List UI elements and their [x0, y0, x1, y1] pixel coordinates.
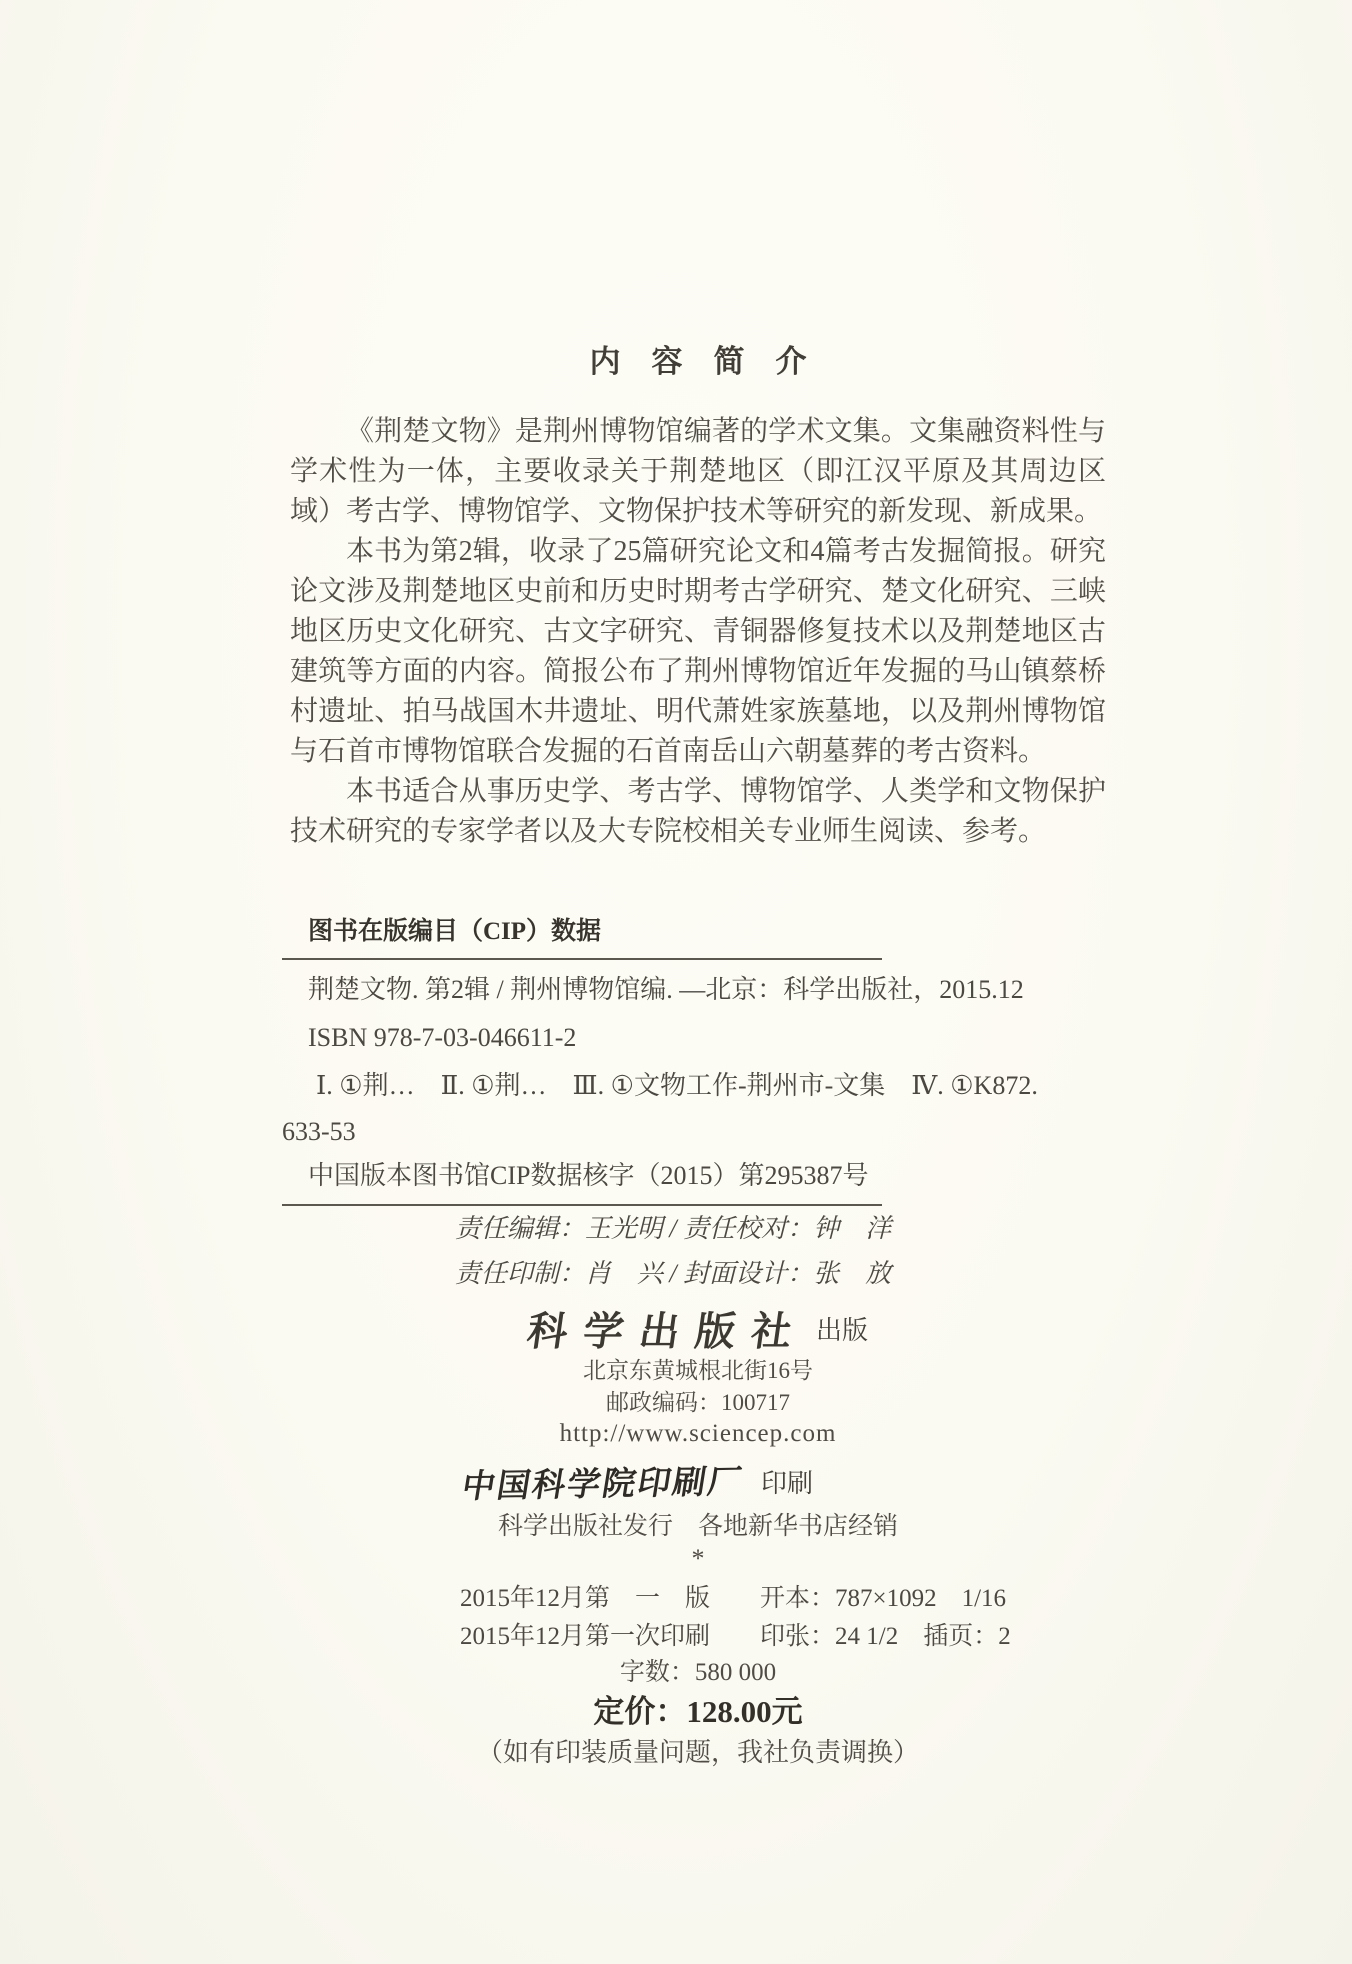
- content-summary-body: [290, 412, 1106, 852]
- summary-paragraph: 《荆楚文物》是荆州博物馆编著的学术文集。文集融资料性与学术性为一体，主要收录关于荆楚地区（即江汉平原及其周边区域）考古学、博物馆学、文物保护技术等研究的新发现、新成果。: [290, 416, 1106, 527]
- printer-name-suffix: 印刷: [760, 1469, 813, 1498]
- price-line: 定价：128.00元: [593, 1694, 803, 1729]
- credits-line-printing: 责任印制：肖 兴 / 封面设计：张 放: [454, 1259, 892, 1288]
- cip-isbn-line: ISBN 978-7-03-046611-2: [308, 1023, 577, 1052]
- cip-data-box: [282, 916, 1038, 1206]
- edition-date: 2015年12月第 一 版: [460, 1585, 711, 1612]
- printer-name-script: 中国科学院印刷厂: [459, 1464, 746, 1506]
- staff-credits: [265, 1206, 1081, 1296]
- publisher-name-suffix: 出版: [815, 1316, 868, 1345]
- cip-record-number-line: 中国版本图书馆CIP数据核字（2015）第295387号: [308, 1161, 869, 1190]
- publisher-website: http://www.sciencep.com: [559, 1420, 837, 1447]
- printing-date: 2015年12月第一次印刷: [460, 1623, 711, 1650]
- edition-format: 开本：787×1092 1/16: [760, 1585, 1007, 1612]
- summary-paragraph: 本书为第2辑，收录了25篇研究论文和4篇考古发掘简报。研究论文涉及荆楚地区史前和历史时期考古学研究、楚文化研究、三峡地区历史文化研究、古文字研究、青铜器修复技术以及荆楚地区古建筑等方面的内容。简报公布了荆州博物馆近年发掘的马山镇蔡桥村遗址、拍马战国木井遗址、明代萧姓家族墓地，以及荆州博物馆与石首市博物馆联合发掘的石首南岳山六朝墓葬的考古资料。: [290, 536, 1106, 767]
- publisher-name-line: [290, 1300, 1106, 1357]
- cip-title-line: 荆楚文物. 第2辑 / 荆州博物馆编. —北京：科学出版社，2015.12: [308, 975, 1024, 1004]
- cip-classification-line: Ⅰ. ①荆… Ⅱ. ①荆… Ⅲ. ①文物工作-荆州市-文集 Ⅳ. ①K872.: [316, 1071, 1038, 1100]
- cip-rule-top: [282, 958, 882, 960]
- publisher-name-script: 科学出版社: [524, 1309, 811, 1354]
- cip-header: 图书在版编目（CIP）数据: [308, 918, 602, 945]
- printing-sheets: 印张：24 1/2 插页：2: [760, 1623, 1011, 1650]
- printing-row: [460, 1616, 1080, 1652]
- publisher-address: 北京东黄城根北街16号: [583, 1358, 813, 1383]
- summary-paragraph: 本书适合从事历史学、考古学、博物馆学、人类学和文物保护技术研究的专家学者以及大专院校相关专业师生阅读、参考。: [290, 776, 1106, 847]
- publisher-postal-code: 邮政编码：100717: [606, 1390, 790, 1415]
- edition-row: [460, 1578, 1080, 1614]
- cip-classification-continuation: 633-53: [282, 1117, 356, 1146]
- quality-note-line: （如有印装质量问题，我社负责调换）: [476, 1738, 919, 1767]
- section-divider-asterisk: *: [691, 1544, 705, 1573]
- word-count-line: 字数：580 000: [619, 1659, 777, 1686]
- content-summary-title: 内 容 简 介: [589, 344, 807, 379]
- printer-name-line: [230, 1458, 1046, 1505]
- distribution-line: 科学出版社发行 各地新华书店经销: [497, 1513, 898, 1540]
- credits-line-editor: 责任编辑：王光明 / 责任校对：钟 洋: [454, 1214, 892, 1243]
